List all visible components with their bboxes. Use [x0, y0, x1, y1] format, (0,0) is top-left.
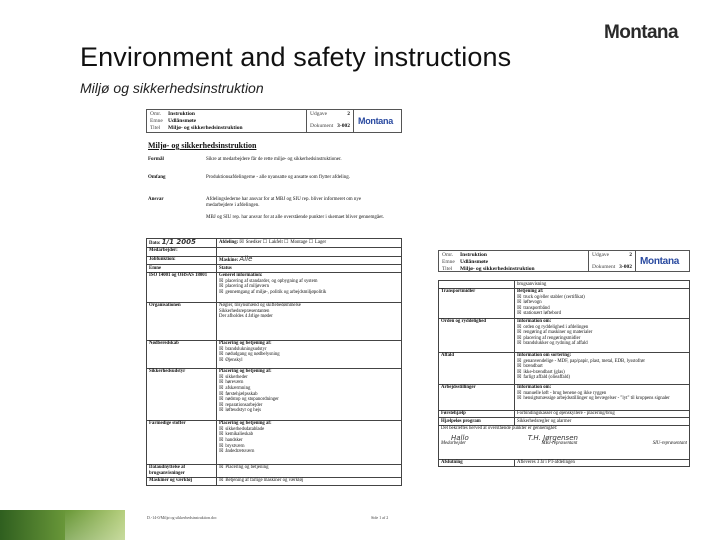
- row-item: høreværn: [225, 380, 244, 386]
- document-heading: Miljø- og sikkerhedsinstruktion: [148, 141, 257, 150]
- document-footer-left: D.-14-0/Miljø og sikkerhedsinstruktion.doc: [147, 515, 217, 520]
- checkbox-icon: ☒: [517, 324, 522, 330]
- checkbox-icon: ☒: [239, 239, 244, 245]
- checkbox-icon: ☒: [517, 294, 522, 300]
- row-label: Førstehjælp: [439, 410, 515, 418]
- header-key: Dokument: [592, 264, 616, 270]
- maskine-label: Maskine:: [219, 258, 239, 264]
- jobfunktion-label: Jobfunktion:: [147, 256, 217, 265]
- checkbox-icon: ☐: [308, 239, 313, 245]
- header-key: Omr.: [150, 111, 162, 117]
- montana-logo: Montana: [604, 22, 678, 43]
- row-item: brændbart: [523, 364, 543, 370]
- row-item: Placering og betjening af:: [219, 369, 272, 375]
- row-item: placering af rengøringsmidler: [523, 335, 581, 341]
- row-item: Der afholdes 4 årlige møder: [219, 314, 273, 320]
- row-item: Afleveres 3 år i PT-afdelingen: [515, 459, 690, 467]
- row-item: Information om sortering:: [517, 353, 572, 359]
- decorative-green-bar: [0, 510, 125, 540]
- section-key: [148, 215, 206, 221]
- checkbox-icon: ☒: [517, 375, 522, 381]
- row-item: kemikalieskab: [225, 432, 254, 438]
- row-label: Dataudnyttelse af brugsanvisninger: [147, 464, 217, 477]
- header-key: Omr.: [442, 252, 454, 258]
- row-item: brystværn: [225, 443, 245, 449]
- row-label: Affald: [439, 352, 515, 384]
- checkbox-icon: ☒: [517, 300, 522, 306]
- checkbox-icon: ☐: [284, 239, 289, 245]
- checklist-form-continued: [438, 280, 690, 467]
- row-label: Hjælpeløs program: [439, 418, 515, 426]
- row-item: brugsanvisning: [515, 281, 690, 289]
- scanned-document-page-2: [436, 248, 691, 528]
- section-value: Produktionsafdelingerne - alle nyansatte og ansatte som flytter afdeling.: [206, 175, 350, 180]
- checkbox-icon: ☒: [219, 290, 224, 296]
- row-label: Maskiner og værktøj: [147, 477, 217, 485]
- row-item: Placering og betjening: [225, 465, 269, 471]
- checkbox-icon: ☒: [219, 358, 224, 364]
- confirmation-text: Det bekræftes herved at overstående punkter er gennemgået:: [441, 426, 558, 432]
- section-formal: [148, 157, 388, 163]
- header-value: Udlånsmøte: [460, 259, 489, 265]
- row-item: manuelle løft - brug benene og ikke ryggen: [523, 390, 607, 396]
- header-logo: Montana: [353, 110, 397, 132]
- row-label: Afslutning: [439, 459, 515, 467]
- section-value: Afdelingslederne har ansvar for at MBJ og SIU rep. bliver informeret om nye medarbejdere i afdelingen.: [206, 197, 362, 209]
- checkbox-icon: ☒: [219, 449, 224, 455]
- section-ansvar: [148, 197, 388, 210]
- checkbox-icon: ☒: [517, 369, 522, 375]
- medarbejder-label: Medarbejder:: [147, 247, 217, 256]
- header-value: 2: [629, 252, 632, 258]
- row-item: sikkerheder: [225, 374, 248, 380]
- checkbox-icon: ☒: [219, 391, 224, 397]
- row-item: Placering og betjening af:: [219, 421, 272, 427]
- header-key: Dokument: [310, 123, 334, 129]
- row-label: Transportmidler: [439, 288, 515, 318]
- header-key: Titel: [150, 125, 161, 131]
- row-item: genanvendelige - MDF, pap/papir, plast, metal, EDB, lysstofrør: [523, 358, 646, 364]
- document-header: [438, 250, 690, 272]
- row-label: [439, 281, 515, 289]
- row-item: Placering og betjening af:: [219, 341, 272, 347]
- afdeling-option: Snedker: [245, 239, 262, 245]
- row-item: transportbånd: [523, 305, 550, 311]
- medarbejder-signature-label: Medarbejder: [441, 441, 467, 447]
- checkbox-icon: ☒: [517, 311, 522, 317]
- section-note: [148, 215, 388, 221]
- row-item: Information om:: [517, 385, 552, 391]
- header-key: Titel: [442, 266, 453, 272]
- row-label: Sikkerhedsudstyr: [147, 368, 217, 420]
- checkbox-icon: ☒: [219, 397, 224, 403]
- row-item: placering af standarder, og opbygning af system: [225, 278, 318, 284]
- checkbox-icon: ☒: [219, 374, 224, 380]
- checkbox-icon: ☒: [517, 305, 522, 311]
- afdeling-option: Montage: [290, 239, 308, 245]
- header-key: Udgave: [310, 111, 328, 117]
- checkbox-icon: ☒: [219, 346, 224, 352]
- row-item: Information om:: [517, 319, 552, 325]
- row-item: Nøgler, tilsynsmænd og skiftebedømmelse: [219, 303, 301, 309]
- checkbox-icon: ☒: [219, 352, 224, 358]
- slide-subtitle: Miljø og sikkerhedsinstruktion: [80, 80, 264, 96]
- row-item: reparationsarbejder: [225, 402, 263, 408]
- checkbox-icon: ☒: [219, 465, 224, 471]
- row-item: nødstop og stopanordninger: [225, 397, 279, 403]
- document-header: [146, 109, 402, 133]
- checkbox-icon: ☒: [219, 408, 224, 414]
- section-key: Omfang: [148, 175, 166, 180]
- checkbox-icon: ☒: [517, 341, 522, 347]
- checkbox-icon: ☒: [219, 402, 224, 408]
- row-item: brandslukker og rydning af affald: [523, 341, 588, 347]
- header-key: Emne: [150, 118, 163, 124]
- row-item: Betjening af:: [517, 289, 544, 295]
- document-footer-right: Side 1 af 2: [371, 515, 389, 520]
- row-label: ISO 14001 og OHSAS 18001: [147, 272, 217, 302]
- scanned-document-page-1: [143, 107, 405, 523]
- header-logo: Montana: [635, 251, 683, 271]
- header-value: 3-002: [337, 123, 350, 129]
- row-item: Forbindingskasser og øjenskyllere - placering/brug: [515, 410, 690, 418]
- checkbox-icon: ☒: [517, 396, 522, 402]
- checkbox-icon: ☒: [517, 390, 522, 396]
- mbj-signature-label: MBJ-repræsentant: [541, 441, 578, 447]
- checklist-form: [146, 238, 402, 486]
- emne-column-header: Emne: [147, 265, 217, 273]
- checkbox-icon: ☒: [219, 426, 224, 432]
- header-value: Instruktion: [168, 111, 195, 117]
- dato-label: Dato:: [149, 240, 161, 246]
- row-item: løfteudstyr og hejs: [225, 408, 262, 414]
- checkbox-icon: ☒: [219, 443, 224, 449]
- row-item: Sikkerhedsregler og alarmer: [515, 418, 690, 426]
- row-label: Organisationen: [147, 302, 217, 340]
- row-item: Generel information:: [219, 273, 263, 279]
- checkbox-icon: ☒: [219, 438, 224, 444]
- row-label: Nødberedskab: [147, 340, 217, 368]
- slide-title: Environment and safety instructions: [80, 42, 512, 72]
- section-value: MBJ og SIU rep. har ansvar for at alle overstående punkter i skemaet bliver gennemgået.: [206, 215, 384, 220]
- row-item: nødudgang og nødbelysning: [225, 352, 280, 358]
- row-item: førstehjælpsskab: [225, 391, 258, 397]
- row-item: gennemgang af miljø-, politik og arbejdsmiljøpolitik: [225, 290, 327, 296]
- row-label: Orden og ryddelighed: [439, 318, 515, 352]
- maskine-value: Alle: [239, 255, 253, 264]
- header-value: Miljø- og sikkerhedsinstruktion: [168, 125, 243, 131]
- afdeling-label: Afdeling:: [219, 239, 239, 245]
- row-item: ikke-brændbart (glas): [523, 369, 565, 375]
- row-item: rengøring af maskiner og materialer: [523, 330, 593, 336]
- checkbox-icon: ☒: [517, 335, 522, 341]
- mbj-signature: T.H. Jørgensen: [527, 433, 578, 442]
- row-item: hensigtsmæssige arbejdsstillinger og bevægelser - "lyt" til kroppens signaler: [523, 396, 670, 402]
- row-item: farligt affald (olieaffald): [523, 375, 571, 381]
- checkbox-icon: ☒: [219, 380, 224, 386]
- siu-signature-label: SIU-repræsentant: [652, 441, 687, 447]
- section-key: Ansvar: [148, 197, 164, 202]
- row-item: orden og ryddelighed i afdelingen: [523, 324, 589, 330]
- section-omfang: [148, 175, 388, 181]
- header-value: Instruktion: [460, 252, 487, 258]
- checkbox-icon: ☒: [219, 386, 224, 392]
- afdeling-option: Lager: [314, 239, 327, 245]
- dato-value: 1/1 2005: [161, 237, 196, 246]
- checkbox-icon: ☒: [517, 364, 522, 370]
- row-item: løftevogn: [523, 300, 542, 306]
- section-value: Sikre at medarbejdere får de rette miljø- og sikkerhedsinstruktioner.: [206, 157, 342, 162]
- header-value: Udlånsmøte: [168, 118, 197, 124]
- checkbox-icon: ☒: [219, 432, 224, 438]
- header-value: Miljø- og sikkerhedsinstruktion: [460, 266, 535, 272]
- row-item: stationært løftebord: [523, 311, 562, 317]
- checkbox-icon: ☒: [219, 284, 224, 290]
- checkbox-icon: ☒: [517, 358, 522, 364]
- header-key: Udgave: [592, 252, 610, 258]
- row-label: Arbejdsstillinger: [439, 384, 515, 410]
- afdeling-option: Lakfelt: [268, 239, 283, 245]
- row-item: brandslukningsudstyr: [225, 346, 267, 352]
- row-item: truck og/eller stabler (certifikat): [523, 294, 585, 300]
- checkbox-icon: ☐: [262, 239, 267, 245]
- checkbox-icon: ☒: [517, 330, 522, 336]
- row-item: afskærmning: [225, 386, 251, 392]
- row-item: handsker: [225, 438, 243, 444]
- row-item: placering af miljøværn: [225, 284, 270, 290]
- header-value: 3-002: [619, 264, 632, 270]
- checkbox-icon: ☒: [219, 278, 224, 284]
- row-item: sikkerhedsdatablade: [225, 426, 265, 432]
- row-item: Øjenskyl: [225, 358, 243, 364]
- row-item: Betjening af farlige maskiner og værktøj: [225, 478, 304, 484]
- header-key: Emne: [442, 259, 455, 265]
- employee-signature: Hallo: [451, 433, 469, 442]
- section-key: Formål: [148, 157, 164, 162]
- row-label: Farmedige stoffer: [147, 420, 217, 464]
- row-item: Sikkerhedsrepræsentanten: [219, 308, 270, 314]
- header-value: 2: [347, 111, 350, 117]
- row-item: åndedrætsværn: [225, 449, 255, 455]
- status-column-header: Status: [217, 265, 402, 273]
- checkbox-icon: ☒: [219, 478, 224, 484]
